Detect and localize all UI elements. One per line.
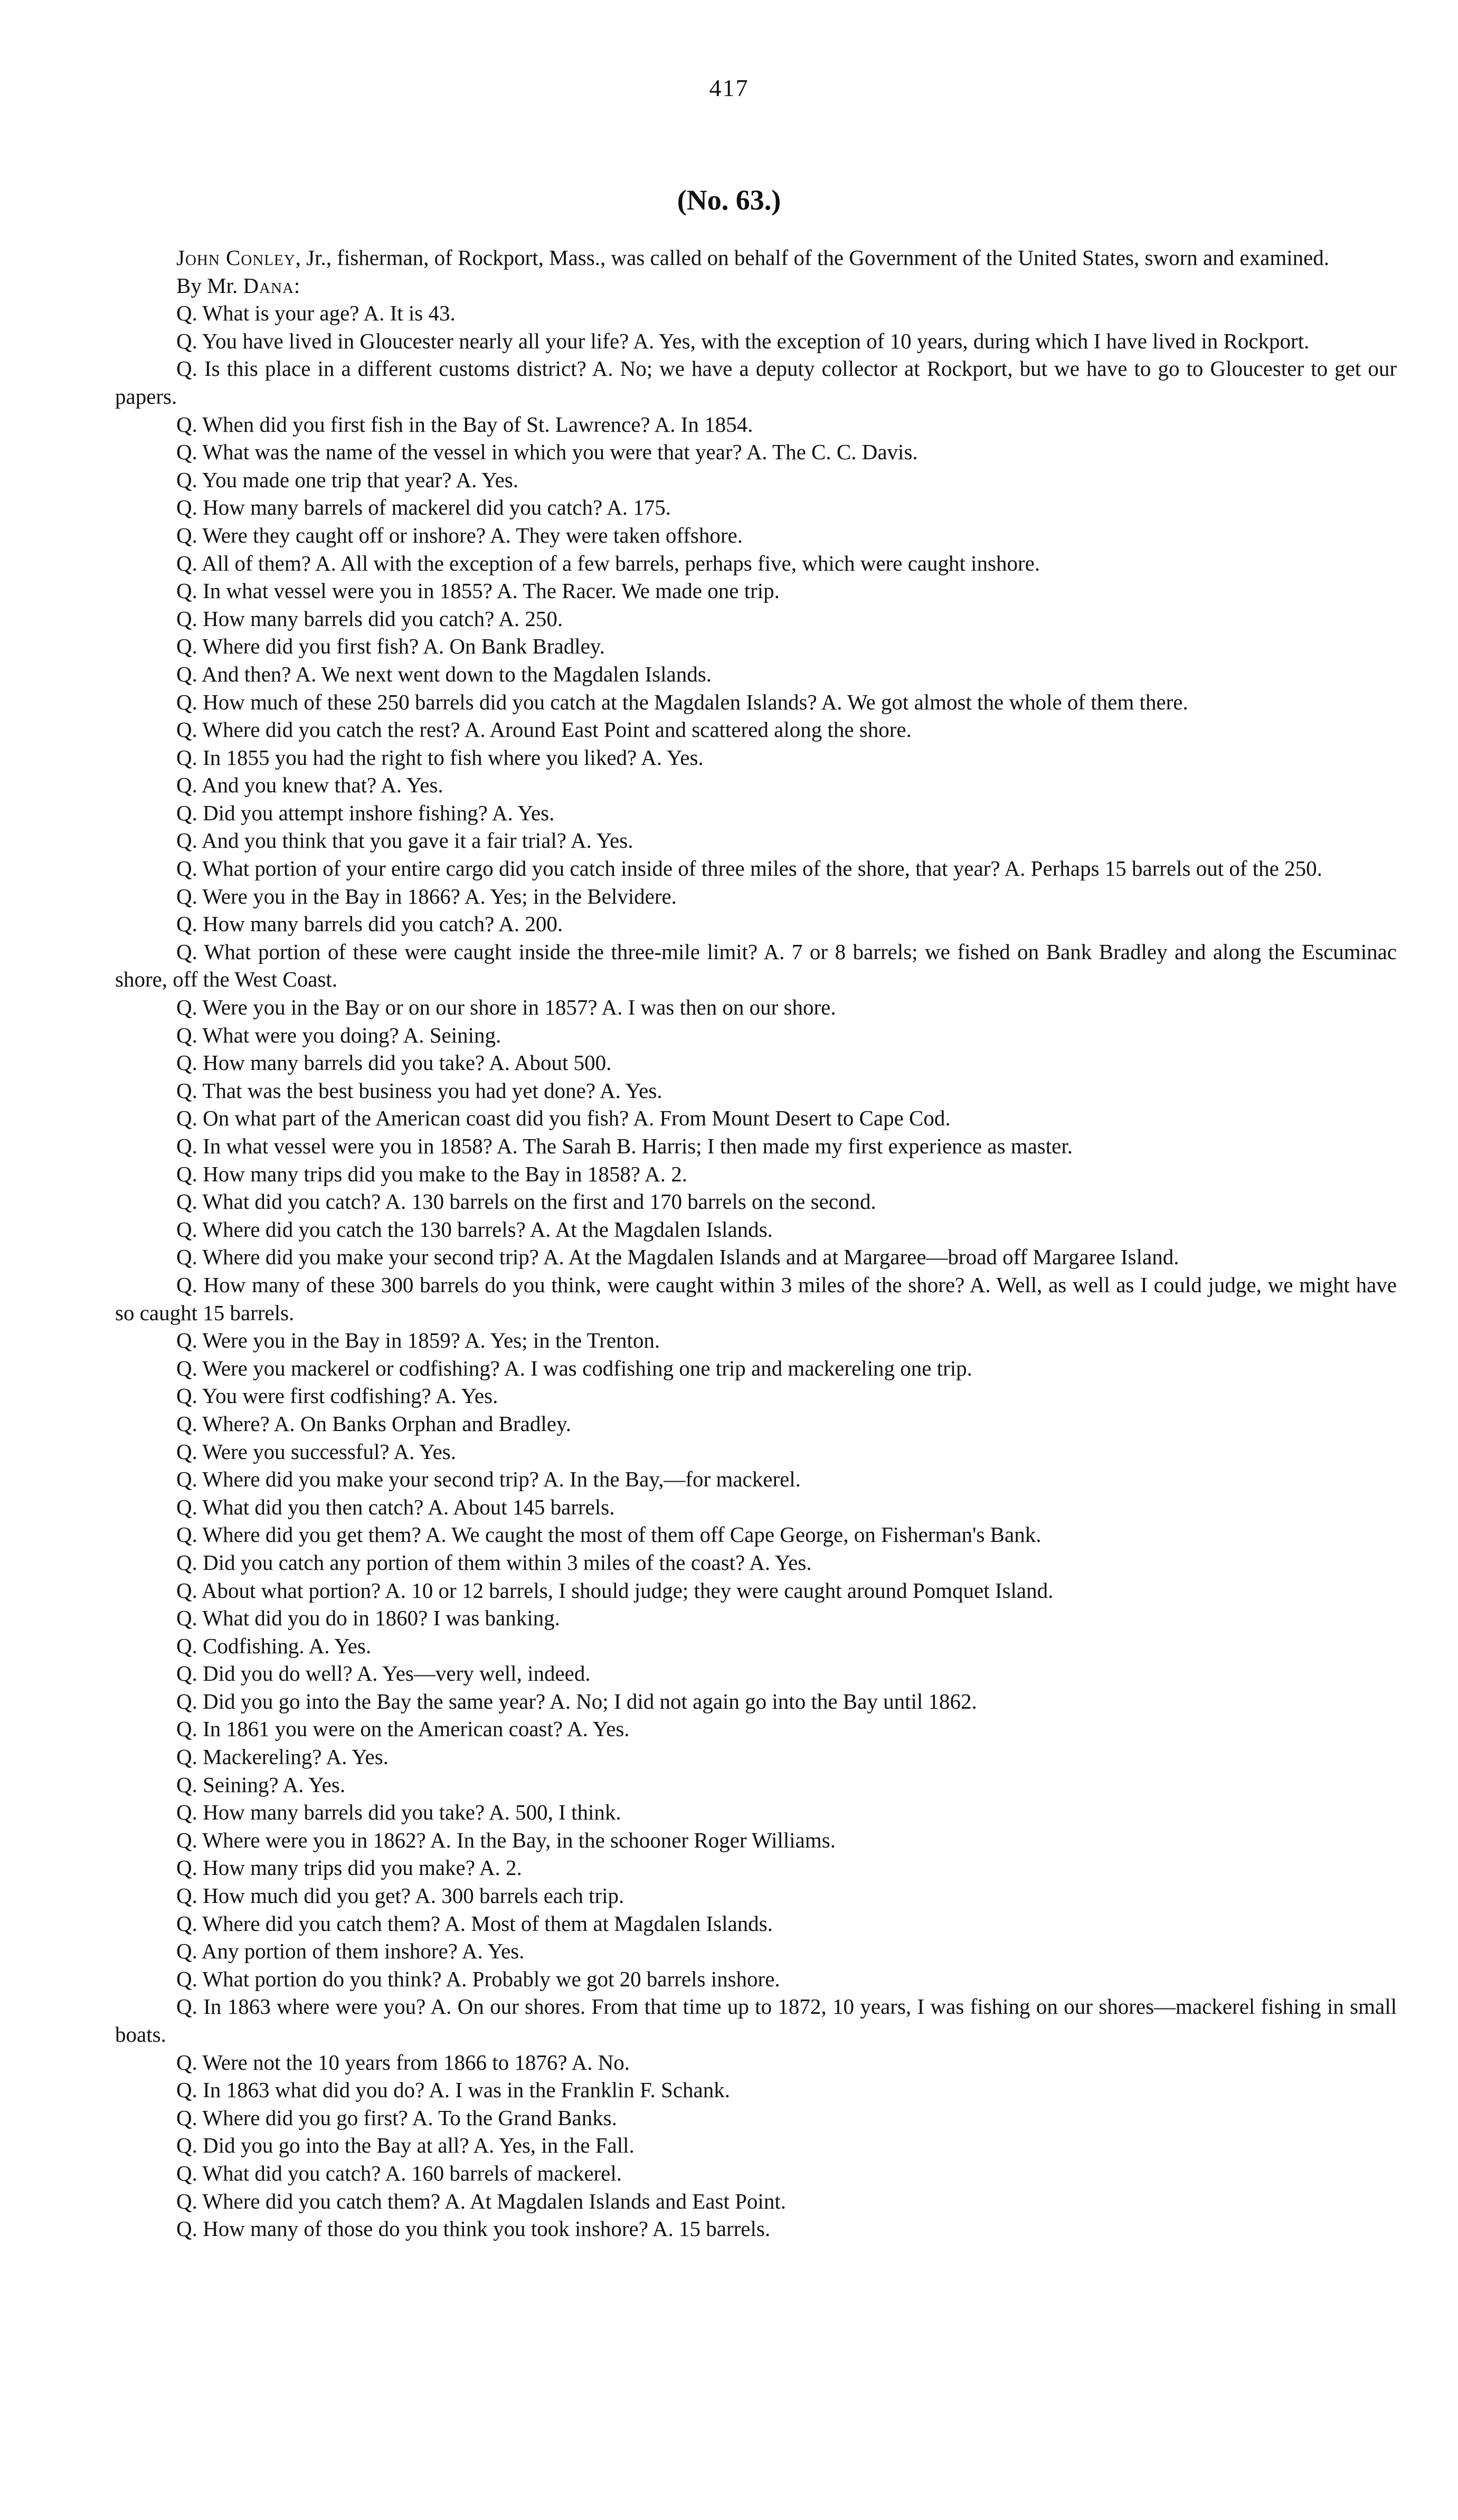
examiner-line [115, 272, 1397, 300]
qa-line: Q. How many barrels did you take? A. 500, I think. [176, 1800, 621, 1825]
qa-line: Q. Where did you catch the 130 barrels? A. At the Magdalen Islands. [176, 1217, 773, 1242]
qa-line: Q. Where? A. On Banks Orphan and Bradley. [176, 1411, 572, 1436]
qa-line: Q. Where did you get them? A. We caught the most of them off Cape George, on Fisherman's Bank. [176, 1522, 1042, 1547]
qa-line: Q. You made one trip that year? A. Yes. [176, 467, 518, 492]
qa-line: Q. Where did you first fish? A. On Bank Bradley. [176, 634, 605, 659]
intro-paragraph [115, 244, 1397, 272]
qa-line: Q. And you think that you gave it a fair trial? A. Yes. [176, 828, 633, 853]
qa-line: Q. How much of these 250 barrels did you catch at the Magdalen Islands? A. We got almost the whole of them there. [176, 689, 1188, 714]
qa-line: Q. Where were you in 1862? A. In the Bay, in the schooner Roger Williams. [176, 1827, 836, 1852]
intro-text: , Jr., fisherman, of Rockport, Mass., was called on behalf of the Government of the United States, sworn and examined. [295, 245, 1330, 270]
qa-line: Q. What was the name of the vessel in which you were that year? A. The C. C. Davis. [176, 440, 918, 465]
qa-line: Q. In 1855 you had the right to fish where you liked? A. Yes. [176, 745, 704, 770]
qa-line: Q. Were you in the Bay in 1859? A. Yes; in the Trenton. [176, 1328, 660, 1353]
qa-line: Q. That was the best business you had yet done? A. Yes. [176, 1078, 662, 1103]
qa-line: Q. How many barrels of mackerel did you catch? A. 175. [176, 495, 671, 520]
qa-line: Q. About what portion? A. 10 or 12 barrels, I should judge; they were caught around Pomquet Island. [176, 1578, 1054, 1603]
qa-line: Q. On what part of the American coast did you fish? A. From Mount Desert to Cape Cod. [176, 1106, 951, 1131]
qa-line: Q. Did you go into the Bay at all? A. Yes, in the Fall. [176, 2133, 635, 2158]
qa-line: Q. Were you in the Bay in 1866? A. Yes; in the Belvidere. [176, 884, 677, 908]
qa-line: Q. In 1863 what did you do? A. I was in the Franklin F. Schank. [176, 2078, 730, 2102]
witness-name: John Conley [176, 245, 296, 270]
qa-line: Q. When did you first fish in the Bay of St. Lawrence? A. In 1854. [176, 412, 753, 437]
qa-line: Q. Seining? A. Yes. [176, 1772, 346, 1797]
qa-line: Q. What did you then catch? A. About 145 barrels. [176, 1494, 615, 1519]
qa-line: Q. How many trips did you make to the Bay in 1858? A. 2. [176, 1161, 687, 1186]
qa-line: Q. How many barrels did you catch? A. 200. [176, 912, 563, 936]
qa-line: Q. And you knew that? A. Yes. [176, 773, 443, 798]
qa-line: Q. You have lived in Gloucester nearly all your life? A. Yes, with the exception of 10 years, during which I have lived in Rockport. [176, 328, 1310, 353]
qa-line: Q. Were you in the Bay or on our shore in 1857? A. I was then on our shore. [176, 995, 836, 1020]
qa-line: Q. What did you catch? A. 160 barrels of mackerel. [176, 2161, 622, 2185]
qa-line: Q. How many trips did you make? A. 2. [176, 1855, 522, 1880]
examiner-prefix: By Mr. [176, 273, 243, 298]
examiner-suffix: : [294, 273, 300, 298]
qa-line: Q. In 1861 you were on the American coast? A. Yes. [176, 1717, 630, 1741]
testimony-body [115, 244, 1397, 2243]
qa-line: Q. All of them? A. All with the exception of a few barrels, perhaps five, which were caught inshore. [176, 551, 1040, 575]
question-answer-list [115, 299, 1397, 2243]
qa-line: Q. In 1863 where were you? A. On our shores. From that time up to 1872, 10 years, I was fishing on our shores—mackerel fishing in small boats. [115, 1994, 1397, 2047]
qa-line: Q. What portion of your entire cargo did you catch inside of three miles of the shore, that year? A. Perhaps 15 barrels out of the 250. [176, 856, 1322, 881]
qa-line: Q. What did you catch? A. 130 barrels on the first and 170 barrels on the second. [176, 1189, 876, 1214]
qa-line: Q. How many barrels did you catch? A. 250. [176, 606, 563, 631]
qa-line: Q. Where did you make your second trip? A. At the Magdalen Islands and at Margaree—broad off Margaree Island. [176, 1245, 1179, 1270]
qa-line: Q. Any portion of them inshore? A. Yes. [176, 1939, 525, 1964]
qa-line: Q. Where did you make your second trip? A. In the Bay,—for mackerel. [176, 1467, 801, 1492]
qa-line: Q. Where did you catch the rest? A. Around East Point and scattered along the shore. [176, 717, 912, 742]
qa-line: Q. Were not the 10 years from 1866 to 1876? A. No. [176, 2050, 630, 2074]
qa-line: Q. What portion do you think? A. Probably we got 20 barrels inshore. [176, 1966, 780, 1991]
qa-line: Q. Did you go into the Bay the same year? A. No; I did not again go into the Bay until 1862. [176, 1689, 977, 1713]
qa-line: Q. Were you successful? A. Yes. [176, 1439, 457, 1464]
qa-line: Q. Did you attempt inshore fishing? A. Yes. [176, 800, 555, 825]
qa-line: Q. What portion of these were caught inside the three-mile limit? A. 7 or 8 barrels; we fished on Bank Bradley and along the Escuminac shore, off the West Coast. [115, 939, 1397, 992]
examiner-name: Dana [243, 273, 294, 298]
qa-line: Q. What is your age? A. It is 43. [176, 301, 456, 326]
qa-line: Q. Where did you catch them? A. At Magdalen Islands and East Point. [176, 2189, 786, 2213]
qa-line: Q. In what vessel were you in 1855? A. The Racer. We made one trip. [176, 579, 780, 603]
qa-line: Q. How many of these 300 barrels do you think, were caught within 3 miles of the shore? A. Well, as well as I could judge, we might have so caught 15 barrels. [115, 1272, 1397, 1325]
qa-line: Q. Were they caught off or inshore? A. They were taken offshore. [176, 523, 743, 547]
qa-line: Q. Where did you go first? A. To the Grand Banks. [176, 2105, 617, 2130]
qa-line: Q. How many barrels did you take? A. About 500. [176, 1050, 612, 1075]
qa-line: Q. Did you do well? A. Yes—very well, indeed. [176, 1661, 591, 1686]
qa-line: Q. Mackereling? A. Yes. [176, 1745, 389, 1769]
qa-line: Q. What did you do in 1860? I was banking. [176, 1606, 560, 1631]
qa-line: Q. Codfishing. A. Yes. [176, 1633, 372, 1658]
qa-line: Q. How much did you get? A. 300 barrels each trip. [176, 1883, 624, 1908]
qa-line: Q. In what vessel were you in 1858? A. The Sarah B. Harris; I then made my first experience as master. [176, 1134, 1073, 1158]
qa-line: Q. Where did you catch them? A. Most of them at Magdalen Islands. [176, 1911, 773, 1936]
qa-line: Q. And then? A. We next went down to the Magdalen Islands. [176, 661, 712, 686]
qa-line: Q. How many of those do you think you took inshore? A. 15 barrels. [176, 2216, 771, 2241]
qa-line: Q. What were you doing? A. Seining. [176, 1022, 501, 1047]
qa-line: Q. Did you catch any portion of them within 3 miles of the coast? A. Yes. [176, 1550, 812, 1575]
qa-line: Q. You were first codfishing? A. Yes. [176, 1384, 498, 1408]
document-title: (No. 63.) [677, 184, 781, 216]
qa-line: Q. Were you mackerel or codfishing? A. I was codfishing one trip and mackereling one trip. [176, 1356, 972, 1380]
qa-line: Q. Is this place in a different customs district? A. No; we have a deputy collector at Rockport, but we have to go to Gloucester to get our papers. [115, 356, 1397, 409]
page-number: 417 [709, 74, 749, 101]
